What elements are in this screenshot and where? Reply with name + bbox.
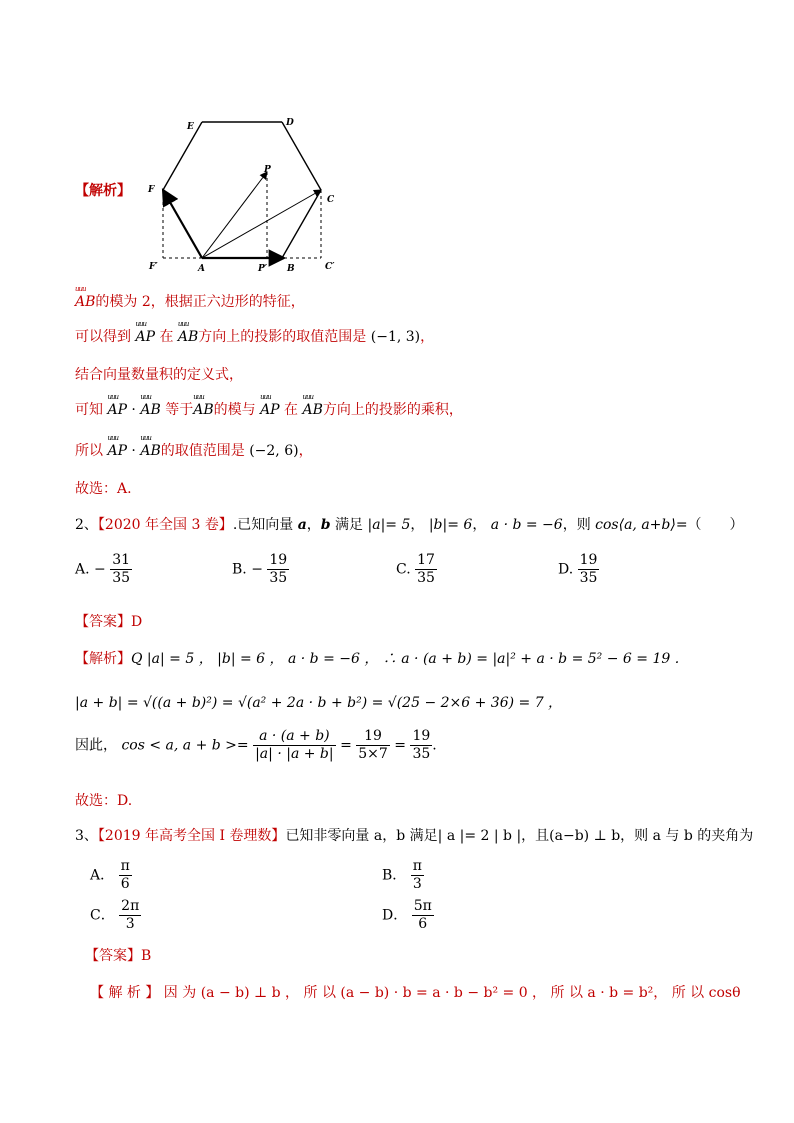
q1-line4: 可知 uuu AP · uuu AB 等于uuu AB的模与 uuu AP 在 uuu AB方向上的投影的乘积， bbox=[75, 399, 463, 419]
q1-line3: 结合向量数量积的定义式， bbox=[75, 367, 243, 383]
q2-option-a[interactable]: A. − $\frac{31}{35}$ bbox=[75, 552, 131, 586]
q3-option-b[interactable]: B． $\frac{\pi}{3}$ bbox=[382, 858, 422, 892]
q2-option-c[interactable]: C. $\frac{17}{35}$ bbox=[396, 552, 435, 586]
vector-af bbox=[163, 190, 202, 258]
label-p: P bbox=[264, 165, 271, 175]
vector-ac bbox=[202, 190, 321, 258]
label-d: D bbox=[286, 118, 294, 128]
q2-final: 故选：D. bbox=[75, 793, 133, 809]
label-e: E bbox=[187, 122, 194, 132]
label-c: C bbox=[327, 195, 335, 205]
q2-answer: 【答案】D bbox=[75, 614, 143, 630]
q1-line2: 可以得到 uuu AP 在 uuu AB方向上的投影的取值范围是 (−1, 3)， bbox=[75, 326, 434, 346]
q1-line5: 所以 uuu AP · uuu AB的取值范围是 (−2, 6)， bbox=[75, 440, 313, 460]
jiexi-tag-q1: 【解析】 bbox=[75, 183, 131, 199]
label-p-prime: P′ bbox=[258, 264, 268, 274]
q2-solution-line1: 【解析】Q |a| = 5 ， |b| = 6 ， a · b = −6 ， ∴ a · (a + b) = |a|² + a · b = 5² − 6 = 19 . bbox=[75, 651, 680, 667]
q1-answer: 故选：A. bbox=[75, 481, 132, 497]
q2-solution-line3: 因此， cos < a, a + b >= $\frac{a \cdot (a + b)}{|a| \cdot |a + b|}$ = $\frac{19}{5\times 7}$ = $\frac{19}{35}$ . bbox=[75, 728, 437, 762]
hex-edge-fe bbox=[163, 122, 202, 190]
label-a: A bbox=[198, 264, 205, 274]
hexagon-figure bbox=[140, 110, 350, 280]
label-b: B bbox=[287, 264, 295, 274]
q3-stem: 3、【2019 年高考全国 I 卷理数】已知非零向量 a，b 满足| a |= 2 | b |，且(a−b) ⊥ b，则 a 与 b 的夹角为 bbox=[75, 828, 754, 844]
q3-answer: 【答案】B bbox=[85, 948, 152, 964]
q2-option-d[interactable]: D. $\frac{19}{35}$ bbox=[558, 552, 598, 586]
q3-option-d[interactable]: D． $\frac{5\pi}{6}$ bbox=[382, 898, 432, 932]
q2-solution-line2: |a + b| = √((a + b)²) = √(a² + 2a · b + b²) = √(25 − 2×6 + 36) = 7 ， bbox=[75, 695, 563, 711]
q3-options bbox=[90, 858, 710, 938]
q1-line1: uuu AB的模为 2，根据正六边形的特征， bbox=[75, 291, 305, 311]
vector-ap bbox=[202, 172, 267, 258]
q2-option-b[interactable]: B. − $\frac{19}{35}$ bbox=[232, 552, 288, 586]
q2-stem: 2、【2020 年全国 3 卷】.已知向量 a，b 满足 |a|= 5， |b|= 6， a · b = −6，则 cos⟨a, a+b⟩=（ ） bbox=[75, 517, 744, 533]
label-f: F bbox=[148, 185, 155, 195]
hex-edge-cb bbox=[282, 190, 321, 258]
q2-options bbox=[75, 552, 715, 594]
q3-option-a[interactable]: A． $\frac{\pi}{6}$ bbox=[90, 858, 130, 892]
q3-option-c[interactable]: C． $\frac{2\pi}{3}$ bbox=[90, 898, 140, 932]
label-c-prime: C′ bbox=[325, 262, 335, 272]
q3-solution: 【 解 析 】 因 为 (a − b) ⊥ b ， 所 以 (a − b) · b = a · b − b² = 0 ， 所 以 a · b = b²， 所 以 cosθ bbox=[90, 985, 741, 1001]
label-f-prime: F′ bbox=[149, 262, 158, 272]
hex-edge-dc bbox=[282, 122, 321, 190]
